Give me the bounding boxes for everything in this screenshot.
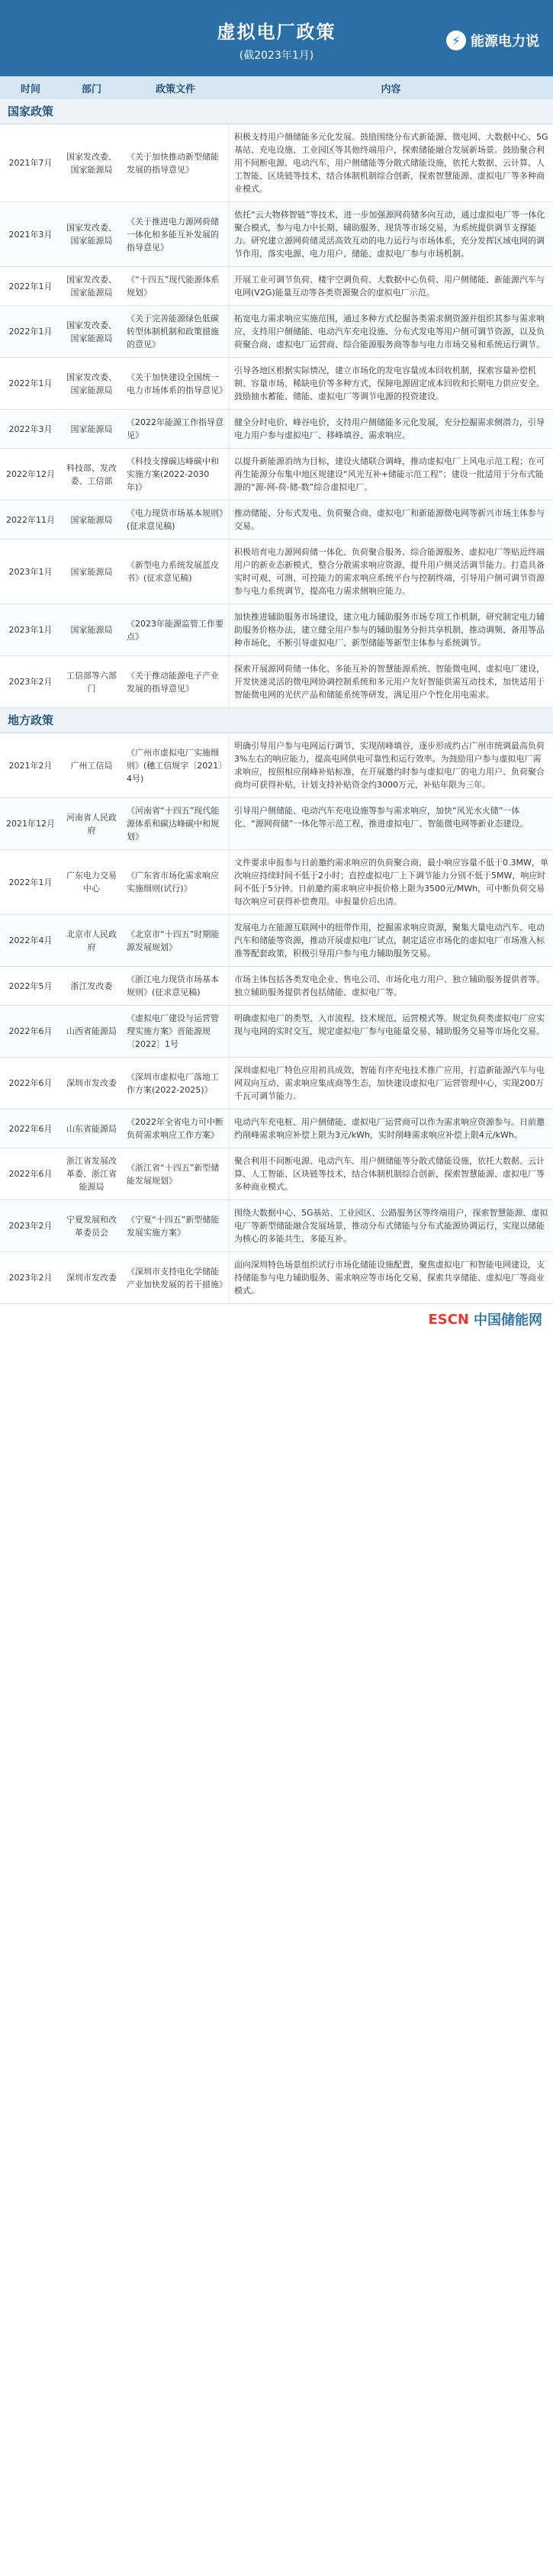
row-dept: 宁夏发展和改革委员会	[66, 1214, 117, 1238]
row-content: 市场主体包括各类发电企业、售电公司、市场化电力用户、独立辅助服务提供者等。独立辅助服务提供者包括储能、虚拟电厂等。	[229, 967, 553, 1005]
row-dept: 国家能源局	[70, 566, 113, 577]
row-dept: 国家发改委、国家能源局	[66, 223, 117, 246]
row-date: 2021年7月	[8, 158, 53, 168]
row-date: 2023年2月	[8, 1221, 53, 1231]
row-content: 围绕大数据中心、5G基站、工业园区、公路服务区等终端用户，探索智慧能源、虚拟电厂等新型储能融合发展场景，推动分布式储能与分布式能源协调运行，实现以储能为核心的多能共生、多能互补。	[229, 1200, 553, 1251]
section-title: 国家政策	[0, 99, 553, 124]
row-date: 2022年3月	[8, 423, 53, 434]
row-dept: 国家发改委、国家能源局	[66, 320, 117, 343]
table-row	[0, 604, 553, 656]
page-footer	[0, 1304, 553, 1335]
table-row	[0, 1006, 553, 1058]
row-content: 依托“云大物移智链”等技术，进一步加强源网荷储多向互动，通过虚拟电厂等一体化聚合模式，参与电力中长期、辅助服务、现货等市场交易，为系统提供调节支撑能力。研究建立源网荷储灵活高效互动的电力运行与市场体系，充分发挥区域电网的调节作用，落实电源、电力用户、储能、虚拟电厂参与市场机制。	[229, 202, 553, 266]
row-content: 积极培育电力源网荷储一体化、负荷聚合服务、综合能源服务、虚拟电厂等贴近终端用户的新业态新模式，整合分散需求响应资源，提升用户侧灵活调节能力。打造具备实时可观、可测、可控能力的需求响应系统平台与控制终端，引导用户侧可调节资源参与电力系统调节，提高电力需求侧响应能力。	[229, 539, 553, 604]
row-content: 面向深圳特色场景组织试行市场化储能设施配置，聚焦虚拟电厂和智能电网建设，支持储能参与电力辅助服务、需求响应等市场化交易，探索共享储能、虚拟电厂等商业模式。	[229, 1252, 553, 1303]
row-content: 健全分时电价、峰谷电价，支持用户侧储能多元化发展，充分挖掘需求侧潜力，引导电力用户参与虚拟电厂、移峰填谷、需求响应。	[229, 410, 553, 448]
row-date: 2022年1月	[8, 378, 53, 388]
table-header	[0, 76, 553, 99]
row-date: 2023年1月	[8, 566, 53, 577]
table-row	[0, 733, 553, 798]
brand-logo	[446, 29, 539, 52]
row-date: 2022年1月	[8, 327, 53, 336]
table-row	[0, 202, 553, 267]
row-content: 文件要求申报参与日前邀约需求响应的负荷聚合商，最小响应容量不低于0.3MW，单次响应持续时间不低于2小时；直控虚拟电厂上下调节能力分别不低于5MW，响应时间不低于5分钟。日前邀约需求响应申报价格上限为3500元/MWh，可中断负荷交易每次响应可获得补偿费用。申报量价后出清。	[229, 850, 553, 914]
row-content: 加快推进辅助服务市场建设，建立电力辅助服务市场专项工作机制，研究制定电力辅助服务价格办法，建立健全用户参与的辅助服务分担共享机制，推动调频、备用等品种市场化，不断引导虚拟电厂、新型储能等新型主体参与系统调节。	[229, 604, 553, 655]
row-doc: 《深圳市虚拟电厂落地工作方案(2022-2025)》	[127, 1071, 219, 1095]
row-date: 2021年12月	[6, 819, 55, 829]
table-row	[0, 501, 553, 539]
row-content: 发展电力在能源互联网中的纽带作用，挖掘需求响应资源，聚集大量电动汽车、电动汽车和储能等资源，推动开展虚拟电厂试点，制定适应市场化的虚拟电厂市场准入标准等配套政策，积极引导用户参与电力辅助服务交易。	[229, 915, 553, 966]
policy-table	[0, 99, 553, 1304]
row-date: 2021年3月	[8, 229, 53, 240]
section-title: 地方政策	[0, 708, 553, 733]
row-dept: 河南省人民政府	[66, 812, 117, 836]
col-doc-header: 政策文件	[155, 83, 195, 95]
lightning-icon: ⚡	[446, 31, 466, 50]
table-row	[0, 358, 553, 410]
row-dept: 科技部、发改委、工信部	[66, 462, 117, 486]
row-content: 明确虚拟电厂的类型、入市流程、技术规范、运营模式等。规定负荷类虚拟电厂应实现与电网的实时交互，规定虚拟电厂参与电能量交易、辅助服务交易等市场化交易。	[229, 1006, 553, 1057]
row-date: 2022年11月	[6, 514, 55, 525]
row-doc: 《虚拟电厂建设与运营管理实施方案》晋能源规〔2022〕1号	[127, 1013, 219, 1049]
row-content: 开展工业可调节负荷、楼宇空调负荷、大数据中心负荷、用户侧储能、新能源汽车与电网(V2G)能量互动等各类资源聚合的虚拟电厂示范。	[229, 267, 553, 305]
row-date: 2022年12月	[6, 469, 55, 479]
section-rows	[0, 733, 553, 1304]
row-doc: 《2022年能源工作指导意见》	[127, 417, 223, 440]
row-content: 聚合利用不间断电源、电动汽车、用户侧储能等分散式储能设施，依托大数据、云计算、人工智能、区块链等技术，结合体制机制综合创新，探索智慧能源、虚拟电厂等多种商业模式。	[229, 1148, 553, 1199]
row-date: 2022年1月	[8, 281, 53, 291]
page-subtitle: (截2023年1月)	[239, 50, 314, 62]
col-date-header: 时间	[20, 83, 40, 95]
table-row	[0, 1252, 553, 1304]
row-doc: 《深圳市支持电化学储能产业加快发展的若干措施》	[127, 1266, 227, 1290]
col-content-header: 内容	[381, 83, 401, 95]
row-doc: 《新型电力系统发展蓝皮书》(征求意见稿)	[127, 560, 219, 583]
row-dept: 深圳市发改委	[66, 1078, 117, 1088]
row-content: 电动汽车充电桩、用户侧储能、虚拟电厂运营商可以作为需求响应资源参与。日前邀约削峰需求响应补偿上限为3元/kWh，实时削峰需求响应补偿上限4元/kWh。	[229, 1109, 553, 1148]
row-doc: 《2022年全省电力可中断负荷需求响应工作方案》	[127, 1117, 223, 1140]
table-row	[0, 410, 553, 449]
row-doc: 《浙江省“十四五”新型储能发展规划》	[127, 1162, 220, 1186]
brand-logo-text: 能源电力说	[471, 34, 539, 50]
row-content: 以提升新能源消纳为目标，建设火储联合调峰，推动虚拟电厂上风电示范工程；在可再生能源分布集中地区规建设“风光互补+储能示范工程”；建设一批适用于分布式能源的“源-网-荷-储-数”综合虚拟电厂。	[229, 449, 553, 500]
table-row	[0, 967, 553, 1006]
table-row	[0, 798, 553, 850]
row-dept: 山东省能源局	[66, 1123, 117, 1134]
row-doc: 《电力现货市场基本规则》(征求意见稿)	[127, 508, 223, 531]
row-doc: 《2023年能源监管工作要点》	[127, 618, 223, 642]
table-row	[0, 915, 553, 967]
page-header	[0, 0, 553, 76]
page-title: 虚拟电厂政策	[217, 21, 336, 43]
table-row	[0, 1200, 553, 1252]
row-doc: 《关于完善能源绿色低碳转型体制机制和政策措施的意见》	[127, 314, 219, 349]
row-doc: 《广东省市场化需求响应实施细则(试行)》	[127, 871, 219, 894]
row-doc: 《广州市虚拟电厂实施细则》(穗工信规字〔2021〕4号)	[127, 747, 223, 784]
row-dept: 国家发改委、国家能源局	[66, 372, 117, 395]
row-doc: 《关于推进电力源网荷储一体化和多能互补发展的指导意见》	[127, 216, 219, 253]
row-doc: 《浙江电力现货市场基本规则》(征求意见稿)	[127, 974, 219, 997]
table-row	[0, 1109, 553, 1148]
row-content: 引导用户侧储能、电动汽车充电设施等参与需求响应，加快“风光水火储”一体化、“源网荷储”一体化等示范工程，推进虚拟电厂、智能微电网等新业态建设。	[229, 798, 553, 849]
row-doc: 《关于加快建设全国统一电力市场体系的指导意见》	[127, 372, 227, 395]
row-dept: 国家能源局	[70, 423, 113, 434]
row-date: 2022年6月	[8, 1123, 53, 1134]
row-dept: 广东电力交易中心	[66, 871, 117, 894]
table-row	[0, 306, 553, 358]
row-content: 推动储能、分布式发电、负荷聚合商、虚拟电厂和新能源微电网等新兴市场主体参与交易。	[229, 501, 553, 539]
row-doc: 《河南省“十四五”现代能源体系和碳达峰碳中和规划》	[127, 806, 220, 842]
row-content: 拓宽电力需求响应实施范围，通过多种方式挖掘各类需求侧资源并组织其参与需求响应，支持用户侧储能、电动汽车充电设施、分布式发电等用户侧可调节资源，以及负荷聚合商、虚拟电厂运营商、综合能源服务商等参与电力市场交易和系统运行调节。	[229, 306, 553, 357]
row-dept: 国家能源局	[70, 625, 113, 635]
row-dept: 国家发改委、国家能源局	[66, 275, 117, 298]
row-content: 明确引导用户参与电网运行调节，实现削峰填谷，逐步形成约占广州市统调最高负荷3%左右的响应能力，提高电网供电可靠性和运行效率。为鼓励用户参与虚拟电厂需求响应，按照相应削峰补贴标准，在开展邀约时参与虚拟电厂的电力用户、负荷聚合商均可获得补贴，计划支持补贴资金约3000万元，补贴年限为三年。	[229, 733, 553, 797]
row-date: 2022年1月	[8, 877, 53, 887]
row-content: 探索开展源网荷储一体化、多能互补的智慧能源系统、智能微电网、虚拟电厂建设，开发快速灵活的微电网协调控制系统和多元用户友好智能供需互动技术，加快适用于智能微电网的光伏产品和储能系统等研发，满足用户个性化用电需求。	[229, 656, 553, 707]
table-row	[0, 1058, 553, 1109]
row-date: 2023年1月	[8, 625, 53, 635]
table-row	[0, 124, 553, 202]
row-date: 2022年6月	[8, 1078, 53, 1088]
row-dept: 国家发改委、国家能源局	[66, 151, 117, 175]
row-date: 2022年5月	[8, 980, 53, 991]
row-dept: 深圳市发改委	[66, 1273, 117, 1283]
row-doc: 《北京市“十四五”时期能源发展规划》	[127, 929, 220, 952]
col-dept-header: 部门	[81, 83, 101, 95]
row-dept: 浙江省发展改革委、浙江省能源局	[66, 1156, 117, 1192]
section-rows	[0, 124, 553, 708]
table-row	[0, 656, 553, 708]
row-doc: 《科技支撑碳达峰碳中和实施方案(2022-2030年)》	[127, 456, 219, 492]
table-row	[0, 539, 553, 604]
row-date: 2023年2月	[8, 1273, 53, 1283]
row-dept: 浙江发改委	[70, 980, 113, 991]
row-dept: 广州工信局	[70, 760, 113, 771]
table-row	[0, 449, 553, 501]
row-dept: 北京市人民政府	[66, 929, 117, 952]
row-dept: 山西省能源局	[66, 1026, 117, 1036]
row-date: 2022年6月	[8, 1026, 53, 1036]
row-date: 2022年6月	[8, 1169, 53, 1179]
row-date: 2021年2月	[8, 760, 53, 771]
row-content: 深圳虚拟电厂特色应用初具成效，智能有序充电技术推广应用，打造新能源汽车与电网双向互动、需求响应集成商等生态，加快建设虚拟电厂运营管理中心，实现200万千瓦可调节能力。	[229, 1058, 553, 1109]
row-content: 引导各地区根据实际情况，建立市场化的发电容量成本回收机制，探索容量补偿机制、容量市场、稀缺电价等多种方式，保障电源固定成本回收和长期电力供应安全。鼓励抽水蓄能、储能、虚拟电厂等调节电源的投资建设。	[229, 358, 553, 409]
row-date: 2023年2月	[8, 677, 53, 687]
row-dept: 国家能源局	[70, 514, 113, 525]
table-row	[0, 267, 553, 306]
row-dept: 工信部等六部门	[66, 670, 117, 694]
table-row	[0, 850, 553, 915]
footer-escn: ESCN	[428, 1311, 469, 1328]
table-row	[0, 1148, 553, 1200]
row-doc: 《宁夏“十四五”新型储能发展实施方案》	[127, 1214, 220, 1238]
row-doc: 《“十四五”现代能源体系规划》	[127, 275, 220, 298]
row-doc: 《关于推动能源电子产业发展的指导意见》	[127, 670, 219, 694]
row-content: 积极支持用户侧储能多元化发展。鼓励围绕分布式新能源、微电网、大数据中心、5G基站、充电设施、工业园区等其他终端用户，探索储能融合发展新场景。鼓励聚合利用不间断电源、电动汽车、用户侧储能等分散式储能设施，依托大数据、云计算、人工智能、区块链等技术，结合体制机制综合创新，探索智慧能源、虚拟电厂等多种商业模式。	[229, 124, 553, 201]
footer-brand: 中国储能网	[474, 1312, 542, 1328]
row-doc: 《关于加快推动新型储能发展的指导意见》	[127, 151, 219, 175]
row-date: 2022年4月	[8, 935, 53, 945]
